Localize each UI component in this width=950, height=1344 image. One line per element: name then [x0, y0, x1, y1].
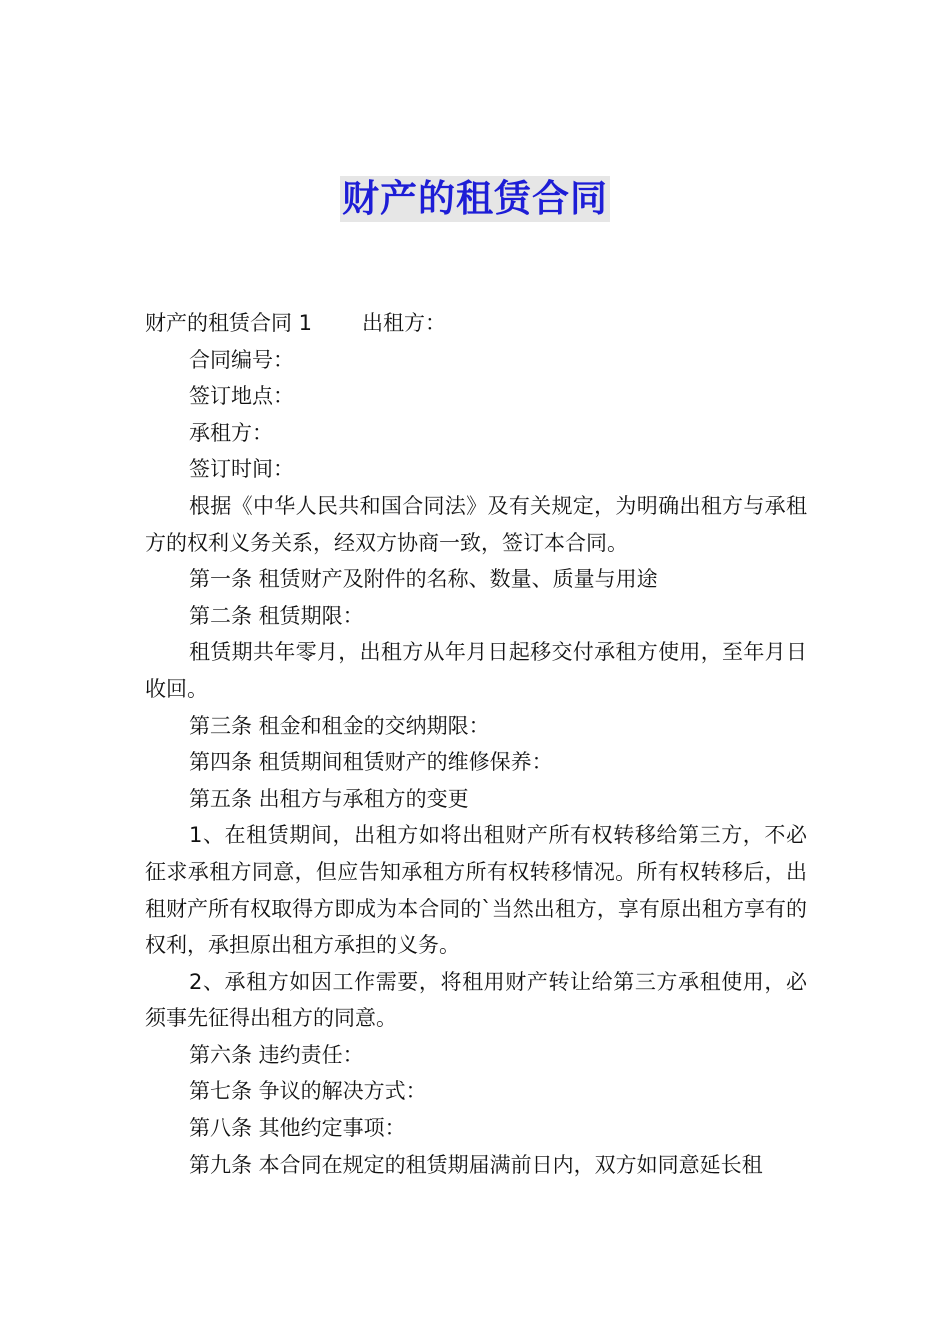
paragraph-contract-no: 合同编号： — [189, 347, 294, 372]
paragraph-article-6: 第六条 违约责任： — [189, 1042, 364, 1067]
paragraph-article-8: 第八条 其他约定事项： — [189, 1116, 406, 1141]
paragraph-preamble: 根据《中华人民共和国合同法》及有关规定，为明确出租方与承租方的权利义务关系，经双方协商一致，签订本合同。 — [145, 493, 807, 555]
document-title: 财产的租赁合同 — [342, 177, 608, 220]
paragraph-article-5-item-1: 1、在租赁期间，出租方如将出租财产所有权转移给第三方，不必征求承租方同意，但应告知承租方所有权转移情况。所有权转移后，出租财产所有权取得方即成为本合同的`当然出租方，享有原出租方享有的权利，承担原出租方承担的义务。 — [145, 823, 807, 958]
paragraph-article-9: 第九条 本合同在规定的租赁期届满前日内，双方如同意延长租 — [189, 1152, 763, 1177]
contract-number-heading: 财产的租赁合同 1 — [145, 311, 313, 335]
paragraph-article-3: 第三条 租金和租金的交纳期限： — [189, 713, 490, 738]
paragraph-article-7: 第七条 争议的解决方式： — [189, 1079, 427, 1104]
paragraph-article-2: 第二条 租赁期限： — [189, 603, 364, 628]
first-line — [145, 305, 807, 342]
lessor-label: 出租方： — [362, 311, 447, 335]
spacer — [312, 305, 362, 342]
paragraph-article-5-item-2: 2、承租方如因工作需要，将租用财产转让给第三方承租使用，必须事先征得出租方的同意。 — [145, 969, 807, 1031]
paragraph-article-5: 第五条 出租方与承租方的变更 — [189, 786, 469, 811]
paragraph-lessee: 承租方： — [189, 420, 273, 445]
title-container — [0, 176, 950, 222]
paragraph-sign-place: 签订地点： — [189, 384, 294, 409]
document-body — [145, 305, 807, 1183]
paragraph-lease-term: 租赁期共年零月，出租方从年月日起移交付承租方使用，至年月日收回。 — [145, 640, 807, 701]
paragraph-article-4: 第四条 租赁期间租赁财产的维修保养： — [189, 750, 553, 775]
paragraph-article-1: 第一条 租赁财产及附件的名称、数量、质量与用途 — [189, 567, 658, 592]
paragraph-sign-time: 签订时间： — [189, 457, 294, 482]
